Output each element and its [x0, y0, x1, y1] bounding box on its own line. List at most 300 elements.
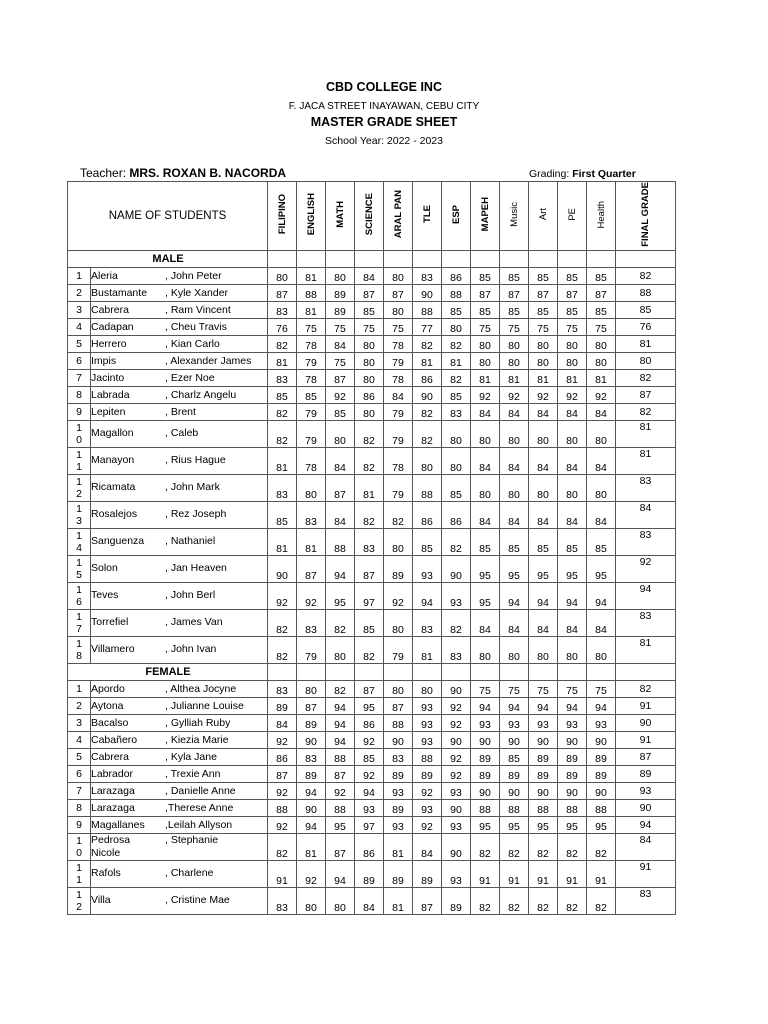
grade-cell: 80: [326, 636, 355, 663]
empty-cell: [326, 250, 355, 267]
grade-cell: 83: [268, 301, 297, 318]
grade-cell: 80: [529, 420, 558, 447]
grade-cell: 94: [529, 582, 558, 609]
subject-header: [442, 182, 471, 251]
grade-cell: 84: [529, 501, 558, 528]
table-row: [68, 731, 676, 748]
empty-cell: [268, 663, 297, 680]
grade-cell: 80: [471, 352, 500, 369]
table-row: [68, 528, 676, 555]
student-last-name: Aytona: [91, 699, 124, 712]
grade-cell: 93: [442, 782, 471, 799]
row-number-tens: 1: [76, 502, 82, 515]
student-name: [91, 748, 268, 765]
student-first-name: , Brent: [165, 405, 196, 418]
grade-cell: 80: [471, 335, 500, 352]
grade-cell: 80: [558, 352, 587, 369]
grade-cell: 93: [442, 582, 471, 609]
grade-cell: 78: [384, 335, 413, 352]
student-first-name: ,Leilah Allyson: [165, 818, 233, 831]
student-name-line: [91, 717, 267, 729]
subject-label: Health: [595, 200, 607, 229]
grade-cell: 81: [268, 528, 297, 555]
grade-cell: 89: [587, 765, 616, 782]
grade-cell: 88: [471, 799, 500, 816]
row-number-tens: 1: [76, 448, 82, 461]
grade-cell: 95: [471, 816, 500, 833]
student-first-name: , Kyla Jane: [165, 750, 217, 763]
grade-cell: 90: [558, 782, 587, 799]
grade-cell: 82: [471, 833, 500, 860]
student-name: [91, 833, 268, 860]
grade-cell: 94: [500, 582, 529, 609]
row-number-tens: 1: [76, 637, 82, 650]
grade-cell: 82: [268, 335, 297, 352]
grade-cell: 84: [413, 833, 442, 860]
student-first-name: , John Ivan: [165, 643, 217, 656]
grade-cell: 94: [558, 697, 587, 714]
grade-cell: 79: [297, 636, 326, 663]
final-grade-cell: 81: [616, 447, 676, 474]
grade-cell: 92: [413, 782, 442, 799]
grade-cell: 92: [268, 782, 297, 799]
grade-cell: 94: [355, 782, 384, 799]
grade-cell: 88: [529, 799, 558, 816]
grade-cell: 82: [355, 420, 384, 447]
grade-cell: 80: [413, 447, 442, 474]
student-name-line: [91, 287, 267, 299]
grade-cell: 80: [355, 352, 384, 369]
grade-cell: 93: [355, 799, 384, 816]
grade-cell: 87: [384, 697, 413, 714]
row-number-tens: 1: [76, 834, 82, 847]
row-number: [68, 474, 91, 501]
student-name: [91, 335, 268, 352]
row-number-tens: 1: [76, 888, 82, 901]
grade-cell: 86: [355, 833, 384, 860]
grade-cell: 85: [587, 267, 616, 284]
student-name-line: [91, 481, 267, 494]
grade-cell: 94: [587, 582, 616, 609]
student-name-line: [91, 802, 267, 814]
grade-cell: 89: [471, 748, 500, 765]
grade-cell: 80: [587, 420, 616, 447]
grade-cell: 88: [268, 799, 297, 816]
grade-cell: 87: [268, 284, 297, 301]
student-first-name: , Julianne Louise: [165, 699, 244, 712]
final-grade-cell: 91: [616, 731, 676, 748]
grade-cell: 82: [587, 833, 616, 860]
table-row: [68, 860, 676, 887]
subject-header: [500, 182, 529, 251]
grade-cell: 92: [268, 582, 297, 609]
grade-cell: 90: [297, 799, 326, 816]
student-first-name: ,Therese Anne: [165, 801, 234, 814]
grade-cell: 95: [587, 816, 616, 833]
grade-cell: 82: [413, 420, 442, 447]
grade-cell: 87: [529, 284, 558, 301]
name-header: NAME OF STUDENTS: [68, 182, 268, 251]
grade-cell: 93: [442, 816, 471, 833]
grade-cell: 92: [442, 697, 471, 714]
empty-cell: [413, 250, 442, 267]
grade-cell: 80: [355, 335, 384, 352]
grade-cell: 84: [529, 447, 558, 474]
grade-cell: 88: [326, 528, 355, 555]
grade-cell: 77: [413, 318, 442, 335]
grade-cell: 86: [442, 501, 471, 528]
student-name-line: [91, 535, 267, 548]
grade-cell: 89: [500, 765, 529, 782]
grade-cell: 82: [442, 609, 471, 636]
final-grade-cell: 76: [616, 318, 676, 335]
final-grade-cell: 82: [616, 680, 676, 697]
grade-cell: 93: [413, 731, 442, 748]
student-name-line: [91, 304, 267, 316]
grade-cell: 85: [355, 301, 384, 318]
grade-cell: 92: [326, 782, 355, 799]
student-name-line: [91, 454, 267, 467]
empty-cell: [384, 663, 413, 680]
student-last-name: Jacinto: [91, 371, 125, 384]
student-name: [91, 714, 268, 731]
final-grade-cell: 91: [616, 860, 676, 887]
table-row: [68, 369, 676, 386]
grade-cell: 95: [326, 816, 355, 833]
final-grade-header: [616, 182, 676, 251]
student-first-name: , Kyle Xander: [165, 286, 229, 299]
grade-cell: 95: [529, 816, 558, 833]
grade-cell: 84: [587, 447, 616, 474]
final-grade-cell: 82: [616, 369, 676, 386]
grading-line: [529, 168, 636, 180]
grade-cell: 85: [558, 267, 587, 284]
grade-cell: 84: [587, 403, 616, 420]
grade-cell: 92: [355, 731, 384, 748]
grade-cell: 80: [587, 352, 616, 369]
grade-cell: 92: [529, 386, 558, 403]
grade-cell: 80: [500, 474, 529, 501]
student-last-name: Villamero: [91, 643, 135, 656]
grade-cell: 85: [355, 609, 384, 636]
student-name: [91, 609, 268, 636]
student-last-name: Lepiten: [91, 405, 126, 418]
grade-cell: 90: [587, 731, 616, 748]
grade-cell: 83: [355, 528, 384, 555]
grade-cell: 92: [326, 386, 355, 403]
final-grade-cell: 94: [616, 816, 676, 833]
row-number-ones: 0: [76, 433, 82, 446]
grade-cell: 79: [384, 352, 413, 369]
student-first-name: , Jan Heaven: [165, 562, 227, 575]
grade-cell: 92: [500, 386, 529, 403]
grade-cell: 84: [529, 609, 558, 636]
student-name-line: [91, 785, 267, 797]
final-grade-cell: 90: [616, 714, 676, 731]
row-number: [68, 833, 91, 860]
grade-cell: 85: [326, 403, 355, 420]
grade-cell: 90: [500, 782, 529, 799]
grade-cell: 80: [500, 335, 529, 352]
final-grade-cell: 84: [616, 833, 676, 860]
grade-cell: 85: [500, 528, 529, 555]
grade-cell: 90: [558, 731, 587, 748]
final-grade-cell: 81: [616, 636, 676, 663]
grade-cell: 92: [355, 765, 384, 782]
student-name: [91, 765, 268, 782]
grade-cell: 84: [529, 403, 558, 420]
school-name: CBD COLLEGE INC: [326, 80, 442, 94]
grade-cell: 87: [587, 284, 616, 301]
empty-cell: [616, 663, 676, 680]
grade-cell: 84: [268, 714, 297, 731]
grade-cell: 87: [384, 284, 413, 301]
grade-cell: 81: [297, 267, 326, 284]
grade-cell: 75: [297, 318, 326, 335]
grade-cell: 75: [529, 680, 558, 697]
student-name-line: [91, 355, 267, 367]
grade-cell: 90: [471, 731, 500, 748]
final-grade-cell: 81: [616, 420, 676, 447]
row-number: 9: [68, 403, 91, 420]
final-grade-cell: 80: [616, 352, 676, 369]
grade-cell: 87: [500, 284, 529, 301]
grade-cell: 95: [529, 555, 558, 582]
grade-cell: 90: [442, 680, 471, 697]
student-name-line: [91, 562, 267, 575]
table-row: [68, 352, 676, 369]
empty-cell: [384, 250, 413, 267]
grade-cell: 80: [326, 887, 355, 914]
student-last-name: Labrada: [91, 388, 130, 401]
row-number: [68, 860, 91, 887]
grade-cell: 80: [413, 680, 442, 697]
grade-cell: 83: [297, 501, 326, 528]
grade-cell: 93: [413, 714, 442, 731]
grading-value: First Quarter: [572, 168, 636, 180]
grade-cell: 79: [384, 636, 413, 663]
row-number: 6: [68, 352, 91, 369]
grade-cell: 80: [471, 636, 500, 663]
grade-cell: 82: [529, 833, 558, 860]
student-name-line: [91, 751, 267, 763]
grade-cell: 85: [529, 528, 558, 555]
grade-cell: 86: [413, 369, 442, 386]
grade-cell: 85: [587, 301, 616, 318]
grade-cell: 75: [326, 352, 355, 369]
student-name: [91, 887, 268, 914]
student-name: [91, 447, 268, 474]
grade-cell: 90: [442, 799, 471, 816]
table-row: [68, 447, 676, 474]
student-first-name: , Nathaniel: [165, 535, 216, 548]
grade-cell: 89: [297, 714, 326, 731]
grade-cell: 82: [326, 680, 355, 697]
row-number-ones: 5: [76, 568, 82, 581]
table-row: [68, 714, 676, 731]
empty-cell: [471, 250, 500, 267]
grade-cell: 85: [268, 386, 297, 403]
student-last-name: Torrefiel: [91, 616, 129, 629]
grade-cell: 91: [268, 860, 297, 887]
grade-cell: 87: [558, 284, 587, 301]
subject-header: [297, 182, 326, 251]
grade-cell: 80: [442, 420, 471, 447]
grade-cell: 91: [529, 860, 558, 887]
grade-cell: 82: [500, 833, 529, 860]
row-number-ones: 0: [76, 846, 82, 859]
grade-cell: 84: [587, 501, 616, 528]
final-grade-cell: 87: [616, 386, 676, 403]
grade-cell: 75: [384, 318, 413, 335]
student-first-name: , Trexie Ann: [165, 767, 221, 780]
table-row: [68, 833, 676, 860]
subject-header: [413, 182, 442, 251]
grade-cell: 94: [471, 697, 500, 714]
student-last-name: Larazaga: [91, 784, 135, 797]
grade-cell: 95: [500, 555, 529, 582]
group-header-row: [68, 663, 676, 680]
grade-cell: 81: [384, 833, 413, 860]
row-number: 4: [68, 731, 91, 748]
table-row: [68, 386, 676, 403]
grade-cell: 84: [500, 447, 529, 474]
table-row: [68, 799, 676, 816]
student-first-name: , Gylliah Ruby: [165, 716, 231, 729]
student-last-name: Aleria: [91, 269, 118, 282]
grade-cell: 81: [297, 528, 326, 555]
student-last-name: Pedrosa: [91, 833, 131, 846]
grade-cell: 84: [500, 609, 529, 636]
grade-cell: 95: [355, 697, 384, 714]
grade-cell: 90: [413, 386, 442, 403]
grade-cell: 85: [558, 528, 587, 555]
student-name: [91, 528, 268, 555]
grade-cell: 94: [326, 697, 355, 714]
subject-header: [587, 182, 616, 251]
grade-cell: 84: [500, 501, 529, 528]
student-first-name: , Cheu Travis: [165, 320, 227, 333]
grade-cell: 83: [442, 403, 471, 420]
grade-cell: 81: [413, 352, 442, 369]
grade-cell: 95: [471, 555, 500, 582]
grade-cell: 82: [355, 636, 384, 663]
row-number: [68, 609, 91, 636]
grade-cell: 95: [326, 582, 355, 609]
grade-cell: 93: [413, 555, 442, 582]
grade-cell: 81: [413, 636, 442, 663]
student-first-name: , Stephanie: [165, 833, 219, 846]
empty-cell: [442, 250, 471, 267]
row-number: [68, 420, 91, 447]
grade-cell: 83: [442, 636, 471, 663]
grade-cell: 93: [384, 816, 413, 833]
grade-cell: 86: [355, 714, 384, 731]
subject-label: ARAL PAN: [392, 190, 404, 239]
table-row: [68, 555, 676, 582]
grade-cell: 94: [297, 816, 326, 833]
student-last-name: Manayon: [91, 454, 135, 467]
student-name-line: [91, 406, 267, 418]
row-number: [68, 636, 91, 663]
grade-cell: 84: [500, 403, 529, 420]
student-name: [91, 403, 268, 420]
student-last-name: Larazaga: [91, 801, 135, 814]
grade-cell: 80: [587, 474, 616, 501]
grade-cell: 83: [297, 748, 326, 765]
grade-cell: 89: [268, 697, 297, 714]
final-grade-cell: 93: [616, 782, 676, 799]
grade-cell: 91: [558, 860, 587, 887]
student-name: [91, 860, 268, 887]
grade-cell: 82: [268, 609, 297, 636]
grade-cell: 82: [500, 887, 529, 914]
grade-cell: 82: [268, 833, 297, 860]
grade-cell: 82: [413, 403, 442, 420]
grade-cell: 75: [558, 318, 587, 335]
grade-cell: 84: [558, 501, 587, 528]
table-row: [68, 697, 676, 714]
grade-cell: 93: [413, 697, 442, 714]
grade-cell: 89: [442, 887, 471, 914]
grade-cell: 82: [558, 833, 587, 860]
subject-label: MATH: [334, 201, 346, 228]
grade-cell: 81: [558, 369, 587, 386]
student-last-name: Cabañero: [91, 733, 138, 746]
student-last-name: Teves: [91, 589, 119, 602]
subject-label: SCIENCE: [363, 193, 375, 236]
grade-cell: 80: [384, 680, 413, 697]
student-last-name: Villa: [91, 894, 111, 907]
grade-cell: 82: [442, 528, 471, 555]
student-name-line: [91, 389, 267, 401]
grade-cell: 88: [297, 284, 326, 301]
grade-cell: 79: [384, 474, 413, 501]
student-first-name: , John Peter: [165, 269, 222, 282]
grade-cell: 78: [384, 447, 413, 474]
grade-cell: 89: [326, 284, 355, 301]
subject-header: [326, 182, 355, 251]
group-label: FEMALE: [145, 665, 191, 678]
row-number-ones: 7: [76, 622, 82, 635]
student-first-name: , Cristine Mae: [165, 894, 230, 907]
grade-cell: 94: [326, 555, 355, 582]
student-name: [91, 799, 268, 816]
student-name-line: [91, 894, 267, 907]
grade-cell: 85: [413, 528, 442, 555]
student-first-name: , Ram Vincent: [165, 303, 231, 316]
row-number-tens: 1: [76, 556, 82, 569]
row-number: 2: [68, 284, 91, 301]
grade-cell: 89: [587, 748, 616, 765]
grade-cell: 80: [442, 318, 471, 335]
student-first-name: , Caleb: [165, 427, 199, 440]
grade-cell: 83: [413, 609, 442, 636]
table-row: [68, 680, 676, 697]
grade-cell: 85: [442, 301, 471, 318]
student-name: [91, 352, 268, 369]
grade-cell: 83: [413, 267, 442, 284]
student-first-name: , Charlz Angelu: [165, 388, 237, 401]
row-number: 5: [68, 335, 91, 352]
grade-cell: 87: [326, 833, 355, 860]
grade-cell: 90: [384, 731, 413, 748]
row-number-tens: 1: [76, 475, 82, 488]
student-name: [91, 267, 268, 284]
grade-cell: 92: [268, 816, 297, 833]
student-name: [91, 816, 268, 833]
grade-cell: 84: [384, 386, 413, 403]
